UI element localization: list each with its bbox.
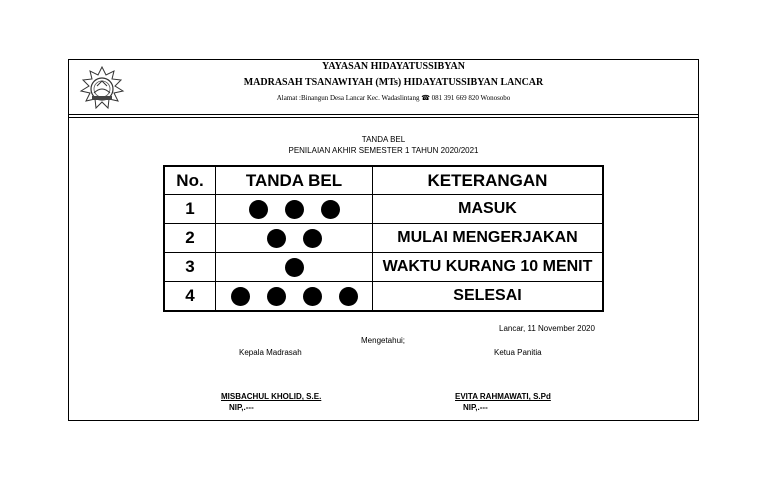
- row-number: 4: [164, 282, 216, 312]
- table-row: [164, 195, 603, 224]
- acknowledged-label: Mengetahui;: [361, 336, 406, 345]
- row-number: 1: [164, 195, 216, 224]
- right-signer-nip: NIP,.---: [463, 403, 488, 412]
- bell-marks: [216, 224, 373, 253]
- document-subtitle: PENILAIAN AKHIR SEMESTER 1 TAHUN 2020/2021: [288, 146, 479, 155]
- school-emblem-icon: [79, 66, 125, 112]
- school-address: Alamat :Binangun Desa Lancar Kec. Wadaslintang ☎ 081 391 669 820 Wonosobo: [276, 94, 511, 102]
- row-number: 2: [164, 224, 216, 253]
- table-row: [164, 253, 603, 282]
- header-no: No.: [164, 166, 216, 195]
- document-title: TANDA BEL: [361, 135, 406, 144]
- bell-schedule-document: [68, 59, 699, 421]
- right-signer-role: Ketua Panitia: [494, 348, 542, 357]
- bell-table-body: [164, 195, 603, 312]
- bell-marks: [216, 195, 373, 224]
- table-row: [164, 282, 603, 312]
- right-signer-name: EVITA RAHMAWATI, S.Pd: [455, 392, 551, 401]
- left-signer-nip: NIP,.---: [229, 403, 254, 412]
- table-header-row: [164, 166, 603, 195]
- letterhead-divider-thin: [69, 117, 698, 118]
- bell-dot-icon: [303, 229, 322, 248]
- header-tanda-bel: TANDA BEL: [216, 166, 373, 195]
- bell-dot-icon: [285, 200, 304, 219]
- row-description: MULAI MENGERJAKAN: [373, 224, 604, 253]
- left-signer-role: Kepala Madrasah: [239, 348, 302, 357]
- row-description: MASUK: [373, 195, 604, 224]
- bell-dot-icon: [231, 287, 250, 306]
- letterhead-divider: [69, 114, 698, 115]
- row-description: SELESAI: [373, 282, 604, 312]
- foundation-name: YAYASAN HIDAYATUSSIBYAN: [322, 61, 465, 72]
- bell-marks: [216, 282, 373, 312]
- row-number: 3: [164, 253, 216, 282]
- header-keterangan: KETERANGAN: [373, 166, 604, 195]
- place-date: Lancar, 11 November 2020: [499, 324, 595, 333]
- left-signer-name: MISBACHUL KHOLID, S.E.: [221, 392, 322, 401]
- table-row: [164, 224, 603, 253]
- bell-marks: [216, 253, 373, 282]
- bell-dot-icon: [267, 287, 286, 306]
- bell-dot-icon: [303, 287, 322, 306]
- row-description: WAKTU KURANG 10 MENIT: [373, 253, 604, 282]
- bell-dot-icon: [321, 200, 340, 219]
- school-name: MADRASAH TSANAWIYAH (MTs) HIDAYATUSSIBYAN LANCAR: [243, 77, 544, 88]
- bell-dot-icon: [285, 258, 304, 277]
- bell-dot-icon: [339, 287, 358, 306]
- bell-table: [163, 165, 604, 312]
- bell-dot-icon: [249, 200, 268, 219]
- bell-dot-icon: [267, 229, 286, 248]
